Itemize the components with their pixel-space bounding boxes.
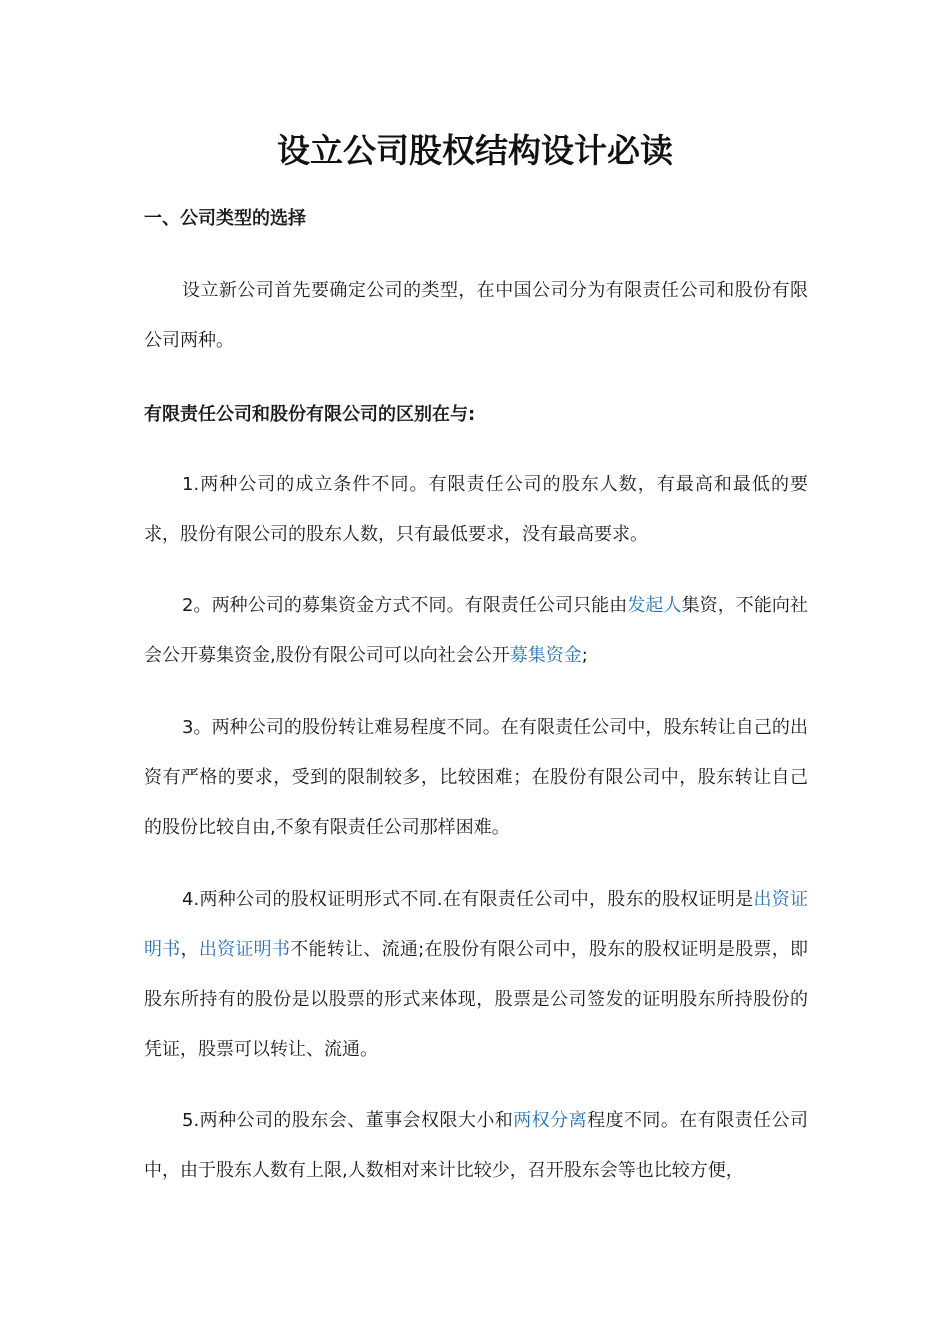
link-chuzizhengmingshu-2[interactable]: 出资证明书 [198,939,291,960]
section-heading: 一、公司类型的选择 [144,208,306,229]
paragraph-2-text-2: 集资，不能向社会公开募集资金,股份有限公司可以向社会公开 [144,595,809,666]
link-faqiren[interactable]: 发起人 [627,595,682,616]
link-chuzizhengmingshu[interactable]: 出资证明书 [144,889,808,960]
link-mujizijin[interactable]: 募集资金 [509,645,582,666]
paragraph-2-text: 2。两种公司的募集资金方式不同。有限责任公司只能由 [182,595,628,616]
paragraph-2-end: ; [581,645,588,666]
paragraph-4-sep: ， [180,939,199,960]
paragraph-5-text: 5.两种公司的股东会、董事会权限大小和 [182,1110,514,1131]
paragraph-5-text-2: 程度不同。在有限责任公司中，由于股东人数有上限,人数相对来计比较少，召开股东会等也比较方便， [144,1110,808,1181]
difference-heading: 有限责任公司和股份有限公司的区别在与: [144,404,476,425]
paragraph-4 [144,875,808,1075]
link-liangquanfenli[interactable]: 两权分离 [513,1110,588,1131]
paragraph-5 [144,1096,808,1196]
paragraph-2 [144,581,808,681]
paragraph-1: 1.两种公司的成立条件不同。有限责任公司的股东人数，有最高和最低的要求，股份有限公司的股东人数，只有最低要求，没有最高要求。 [144,474,808,545]
paragraph-3: 3。两种公司的股份转让难易程度不同。在有限责任公司中，股东转让自己的出资有严格的要求，受到的限制较多，比较困难；在股份有限公司中，股东转让自己的股份比较自由,不象有限责任公司那样困难。 [144,717,808,838]
intro-paragraph: 设立新公司首先要确定公司的类型，在中国公司分为有限责任公司和股份有限公司两种。 [144,280,808,351]
paragraph-4-text-2: 不能转让、流通;在股份有限公司中，股东的股权证明是股票，即股东所持有的股份是以股票的形式来体现，股票是公司签发的证明股东所持股份的凭证，股票可以转让、流通。 [144,939,809,1060]
document-title: 设立公司股权结构设计必读 [277,131,673,170]
paragraph-4-text: 4.两种公司的股权证明形式不同.在有限责任公司中，股东的股权证明是 [182,889,754,910]
